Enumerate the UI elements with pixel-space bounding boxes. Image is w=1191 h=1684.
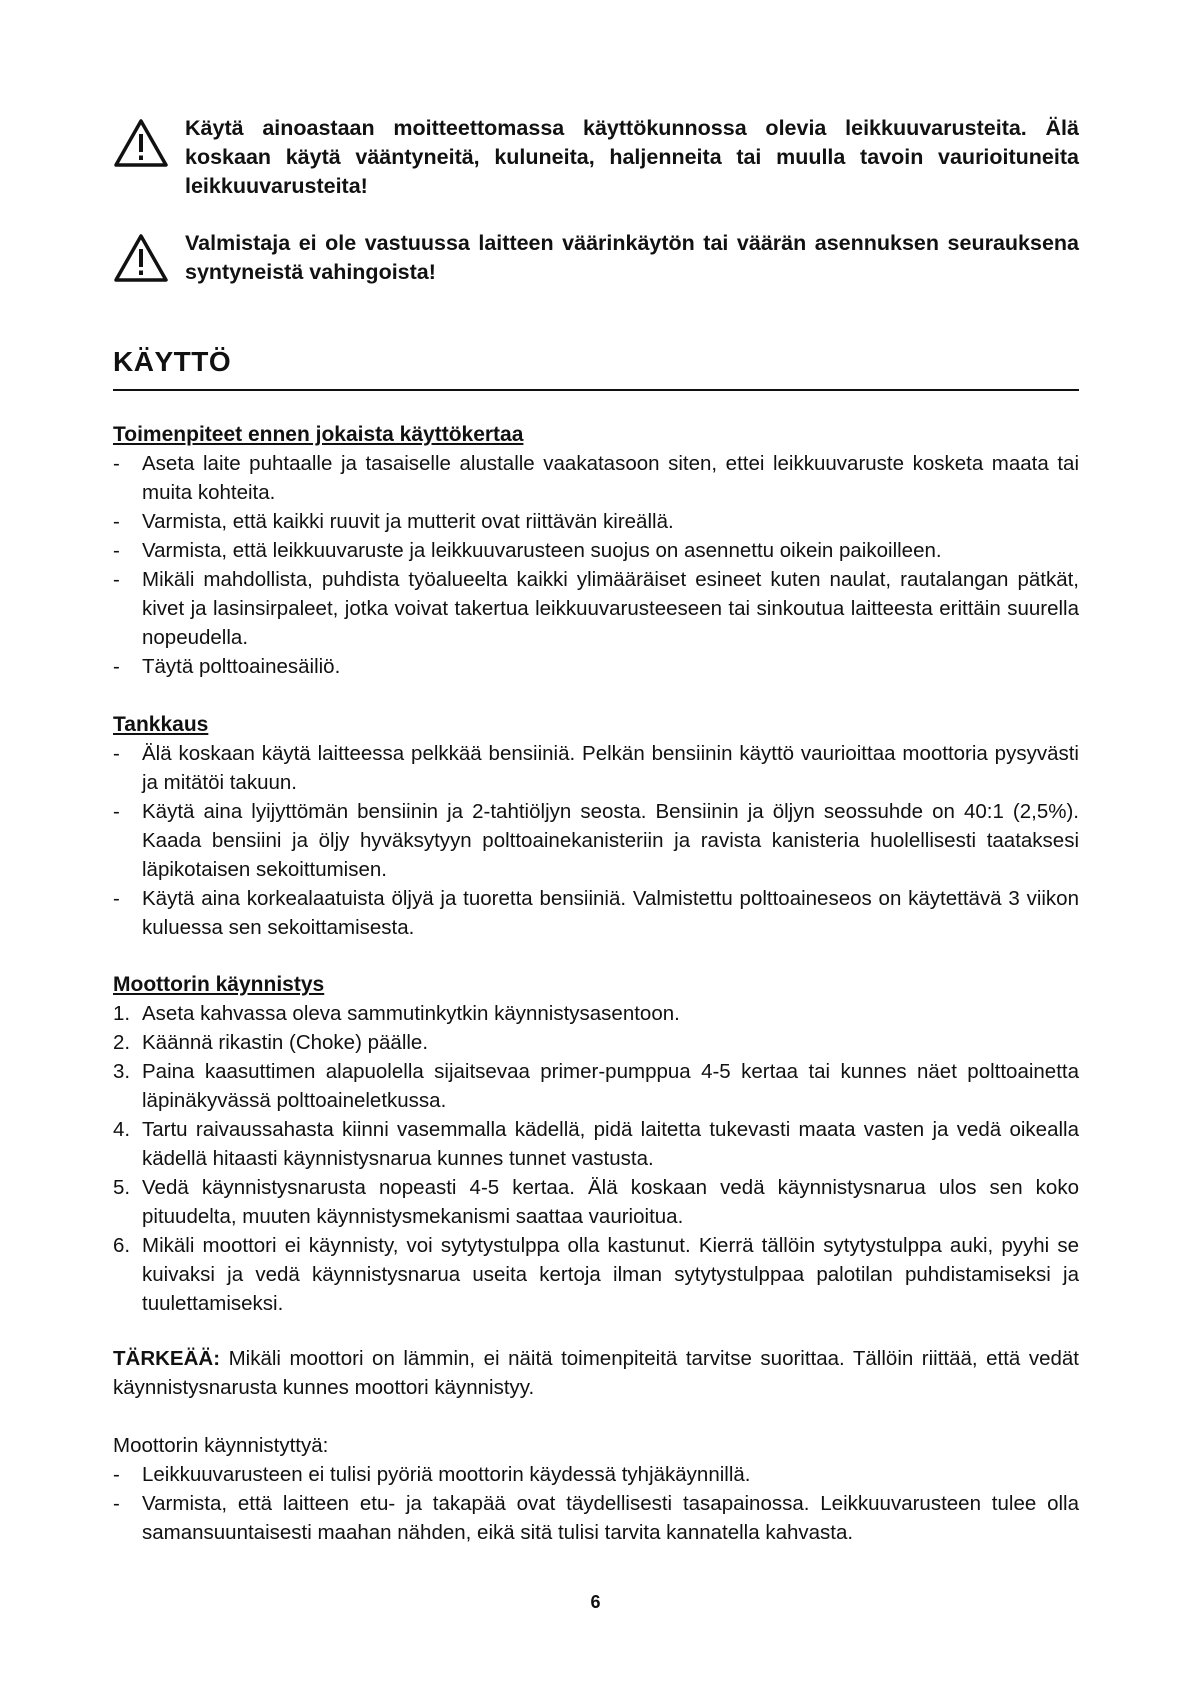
step-item: 5. Vedä käynnistysnarusta nopeasti 4-5 kertaa. Älä koskaan vedä käynnistysnarua ulos sen koko pituudelta, muuten käynnistysmekanismi saattaa vaurioitua. xyxy=(113,1176,1079,1228)
step-item: 3. Paina kaasuttimen alapuolella sijaitsevaa primer-pumppua 4-5 kertaa tai kunnes näet polttoainetta läpinäkyvässä polttoaineletkussa. xyxy=(113,1060,1079,1112)
warning-text: Käytä ainoastaan moitteettomassa käyttökunnossa olevia leikkuuvarusteita. Älä koskaan käytä vääntyneitä, kuluneita, haljenneita tai muulla tavoin vaurioituneita leikkuuvarusteita! xyxy=(185,116,1079,198)
list-item: - Täytä polttoainesäiliö. xyxy=(113,655,341,678)
important-note xyxy=(113,1344,1079,1402)
after-start-title: Moottorin käynnistyttyä: xyxy=(113,1434,329,1457)
fueling-title: Tankkaus xyxy=(113,713,209,736)
list-item: - Mikäli mahdollista, puhdista työalueelta kaikki ylimääräiset esineet kuten naulat, rautalangan pätkät, kivet ja lasinsirpaleet, jotka voivat takertua leikkuuvarusteeseen tai sinkoutua laitteesta erittäin suurella nopeudella. xyxy=(113,568,1079,649)
list-item: - Varmista, että laitteen etu- ja takapää ovat täydellisesti tasapainossa. Leikkuuvarusteen tulee olla samansuuntaisesti maahan nähden, eikä sitä tulisi tarvita kannatella kahvasta. xyxy=(113,1492,1079,1544)
list-item: - Aseta laite puhtaalle ja tasaiselle alustalle vaakatasoon siten, ettei leikkuuvaruste kosketa maata tai muita kohteita. xyxy=(113,452,1079,504)
section-heading: KÄYTTÖ xyxy=(113,346,232,377)
list-item: - Käytä aina lyijyttömän bensiinin ja 2-tahtiöljyn seosta. Bensiinin ja öljyn seossuhde on 40:1 (2,5%). Kaada bensiini ja öljy hyväksytyyn polttoainekanisteriin ja ravista kanisteria huolellisesti taataksesi läpikotaisen sekoittumisen. xyxy=(113,800,1079,881)
list-item: - Käytä aina korkealaatuista öljyä ja tuoretta bensiiniä. Valmistettu polttoaineseos on käytettävä 3 viikon kuluessa sen sekoittamisesta. xyxy=(113,887,1079,939)
before-use-section xyxy=(113,420,1079,681)
heading-divider xyxy=(113,389,1079,391)
list-item: - Varmista, että leikkuuvaruste ja leikkuuvarusteen suojus on asennettu oikein paikoilleen. xyxy=(113,539,942,562)
important-label: TÄRKEÄÄ: xyxy=(113,1347,221,1370)
warning-triangle-icon xyxy=(113,233,169,283)
warning-block-2 xyxy=(113,229,1079,287)
important-text: Mikäli moottori on lämmin, ei näitä toimenpiteitä tarvitse suorittaa. Tällöin riittää, että vedät käynnistysnarusta kunnes moottori käynnistyy. xyxy=(113,1347,1079,1399)
step-item: 2. Käännä rikastin (Choke) päälle. xyxy=(113,1031,429,1054)
warning-triangle-icon xyxy=(113,118,169,168)
page-number: 6 xyxy=(590,1592,601,1612)
step-item: 4. Tartu raivaussahasta kiinni vasemmalla kädellä, pidä laitetta tukevasti maata vasten ja vedä oikealla kädellä hitaasti käynnistysnarua kunnes tunnet vastusta. xyxy=(113,1118,1079,1170)
list-item: - Varmista, että kaikki ruuvit ja mutterit ovat riittävän kireällä. xyxy=(113,510,674,533)
after-start-section xyxy=(113,1431,1079,1547)
engine-start-section xyxy=(113,970,1079,1318)
warning-block-1 xyxy=(113,114,1079,201)
list-item: - Älä koskaan käytä laitteessa pelkkää bensiiniä. Pelkän bensiinin käyttö vaurioittaa moottoria pysyvästi ja mitätöi takuun. xyxy=(113,742,1079,794)
list-item: - Leikkuuvarusteen ei tulisi pyöriä moottorin käydessä tyhjäkäynnillä. xyxy=(113,1463,751,1486)
before-use-title: Toimenpiteet ennen jokaista käyttökertaa xyxy=(113,423,524,446)
step-item: 1. Aseta kahvassa oleva sammutinkytkin käynnistysasentoon. xyxy=(113,1002,680,1025)
warning-text: Valmistaja ei ole vastuussa laitteen väärinkäytön tai väärän asennuksen seurauksena syntyneistä vahingoista! xyxy=(185,231,1079,284)
fueling-section xyxy=(113,710,1079,942)
step-item: 6. Mikäli moottori ei käynnisty, voi sytytystulppa olla kastunut. Kierrä tällöin sytytystulppa auki, pyyhi se kuivaksi ja vedä käynnistysnarua useita kertoja ilman sytytystulppaa palotilan puhdistamiseksi ja tuulettamiseksi. xyxy=(113,1234,1079,1315)
engine-start-title: Moottorin käynnistys xyxy=(113,973,325,996)
